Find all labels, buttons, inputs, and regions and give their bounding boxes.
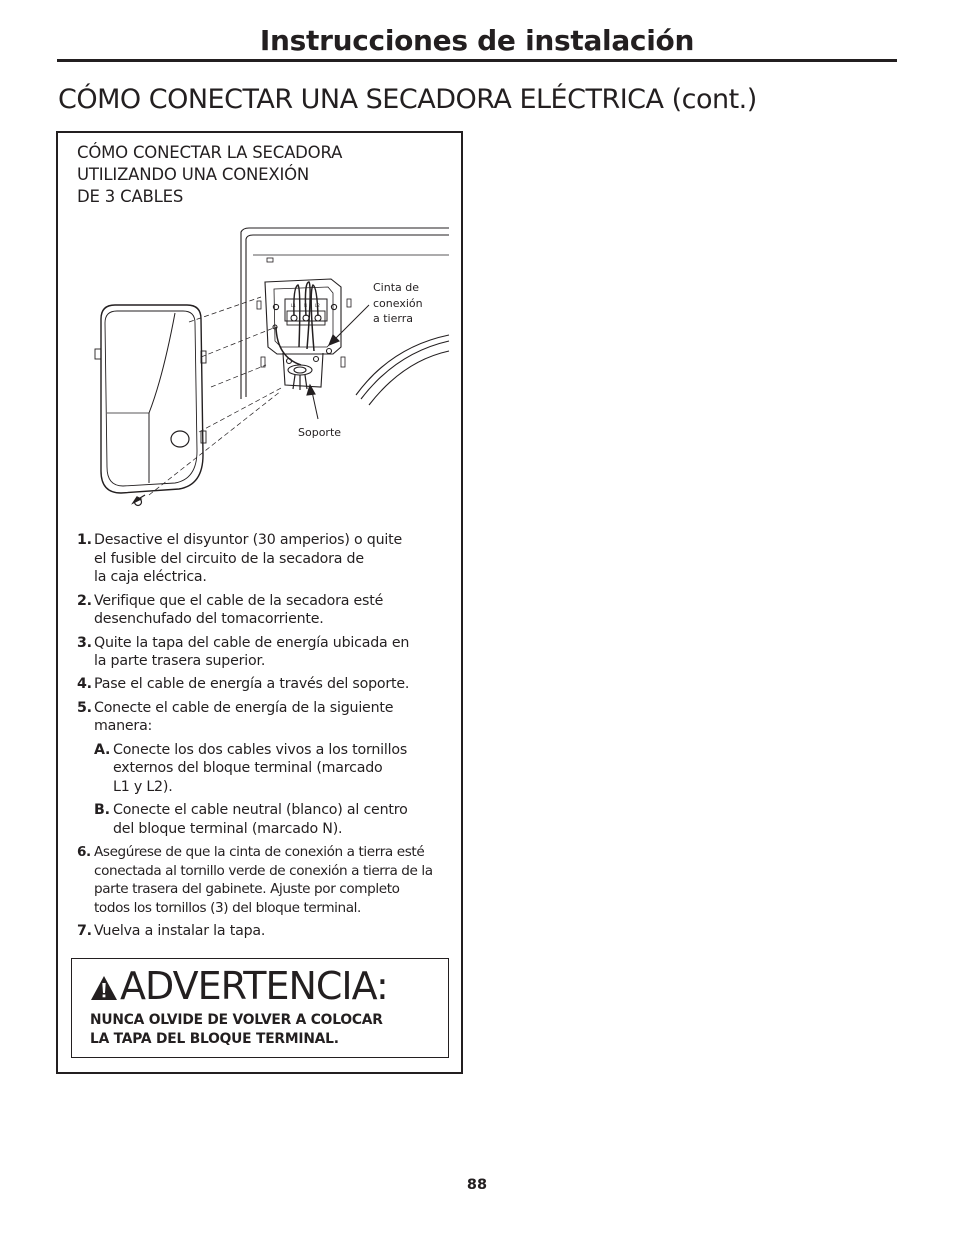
page-header-title: Instrucciones de instalación (259, 24, 695, 57)
substep-text: Conecte el cable neutral (blanco) al centro (113, 802, 408, 819)
substep-text: L1 y L2). (113, 778, 173, 795)
substep-text: externos del bloque terminal (marcado (113, 760, 383, 777)
step-number: 2. (77, 592, 92, 609)
step-item (77, 922, 457, 941)
alignment-line (149, 391, 281, 495)
cable-end (293, 375, 307, 390)
green-ground-screw (327, 349, 332, 354)
ground-strap-label-line: conexión (373, 296, 423, 310)
alignment-line (201, 327, 276, 357)
substep-text: del bloque terminal (marcado N). (113, 820, 343, 837)
ground-strap-label-line: a tierra (373, 312, 413, 325)
panel-title-line: UTILIZANDO UNA CONEXIÓN (77, 165, 310, 184)
substep-letter: A. (94, 741, 111, 758)
panel-title (77, 142, 342, 208)
step-text: manera: (94, 718, 153, 735)
step-text: la caja eléctrica. (94, 569, 207, 586)
step-text: todos los tornillos (3) del bloque terminal. (94, 900, 361, 917)
cover-tab (95, 349, 101, 359)
terminal-label-l2: L2 (315, 303, 320, 308)
strain-relief-inner (294, 367, 306, 373)
wiring-diagram (71, 227, 451, 527)
substep-item (94, 741, 457, 797)
drum-curve (356, 335, 449, 395)
ground-strap-label (373, 280, 423, 327)
step-number: 5. (77, 699, 92, 716)
substep-item (94, 801, 457, 838)
step-number: 3. (77, 634, 92, 651)
step-text: Desactive el disyuntor (30 amperios) o quite (94, 532, 403, 548)
step-item (77, 699, 457, 839)
housing-screw (331, 304, 336, 309)
warning-text-line: NUNCA OLVIDE DE VOLVER A COLOCAR (90, 1012, 383, 1028)
step-text: parte trasera del gabinete. Ajuste por completo (94, 881, 400, 898)
section-title: CÓMO CONECTAR UNA SECADORA ELÉCTRICA (cont.) (58, 84, 757, 115)
step-number: 4. (77, 676, 92, 693)
step-item (77, 592, 457, 629)
step-number: 7. (77, 923, 92, 940)
step-text: el fusible del circuito de la secadora de (94, 550, 364, 567)
instruction-panel (56, 131, 463, 1074)
substep-letter: B. (94, 802, 110, 819)
warning-word: ADVERTENCIA: (120, 964, 388, 1008)
step-text: Vuelva a instalar la tapa. (94, 923, 266, 940)
wiring-diagram-illustration (71, 227, 451, 527)
step-item (77, 843, 457, 918)
terminal-label-n: N (304, 303, 307, 308)
step-text: la parte trasera superior. (94, 653, 266, 670)
step-text: Verifique que el cable de la secadora esté (94, 592, 384, 609)
page-number: 88 (466, 1177, 488, 1193)
warning-heading (90, 961, 388, 1011)
panel-title-line: CÓMO CONECTAR LA SECADORA (77, 143, 343, 162)
step-number: 1. (77, 532, 92, 548)
substep-text: Conecte los dos cables vivos a los tornillos (113, 741, 408, 758)
alignment-line (211, 365, 266, 387)
step-text: Conecte el cable de energía de la siguiente (94, 699, 394, 716)
step-text: conectada al tornillo verde de conexión a tierra de la (94, 862, 433, 879)
panel-title-line: DE 3 CABLES (77, 187, 184, 206)
step-text: Quite la tapa del cable de energía ubicada en (94, 634, 410, 651)
bracket-slot (341, 357, 345, 367)
bracket-label (298, 425, 341, 441)
step-number: 6. (77, 844, 91, 861)
cover-knockout (171, 431, 189, 447)
ground-strap-label-line: Cinta de (373, 281, 420, 294)
step-text: desenchufado del tomacorriente. (94, 611, 324, 628)
step-list (77, 531, 457, 946)
header-rule (57, 59, 897, 62)
step-item (77, 531, 457, 587)
cover-tab (201, 431, 206, 443)
housing-slot (257, 301, 261, 309)
terminal-cover-inner (105, 311, 197, 486)
warning-text-line: LA TAPA DEL BLOQUE TERMINAL. (90, 1030, 339, 1047)
terminal-label-l1: L1 (291, 303, 296, 308)
cabinet-screw-slot (267, 258, 273, 262)
step-text: Asegúrese de que la cinta de conexión a tierra esté (94, 844, 425, 861)
step-item (77, 634, 457, 671)
warning-box (71, 958, 449, 1058)
drum-curve (369, 351, 449, 405)
bracket-screw (314, 357, 319, 362)
step-item (77, 675, 457, 694)
alignment-line (189, 297, 261, 322)
terminal-cover-ridge (149, 313, 175, 483)
warning-triangle-icon (90, 975, 118, 1001)
warning-text (90, 1011, 383, 1048)
bracket-label-text: Soporte (298, 426, 342, 439)
housing-slot (347, 299, 351, 307)
ground-strap (276, 327, 301, 365)
step-text: Pase el cable de energía a través del soporte. (94, 676, 410, 693)
